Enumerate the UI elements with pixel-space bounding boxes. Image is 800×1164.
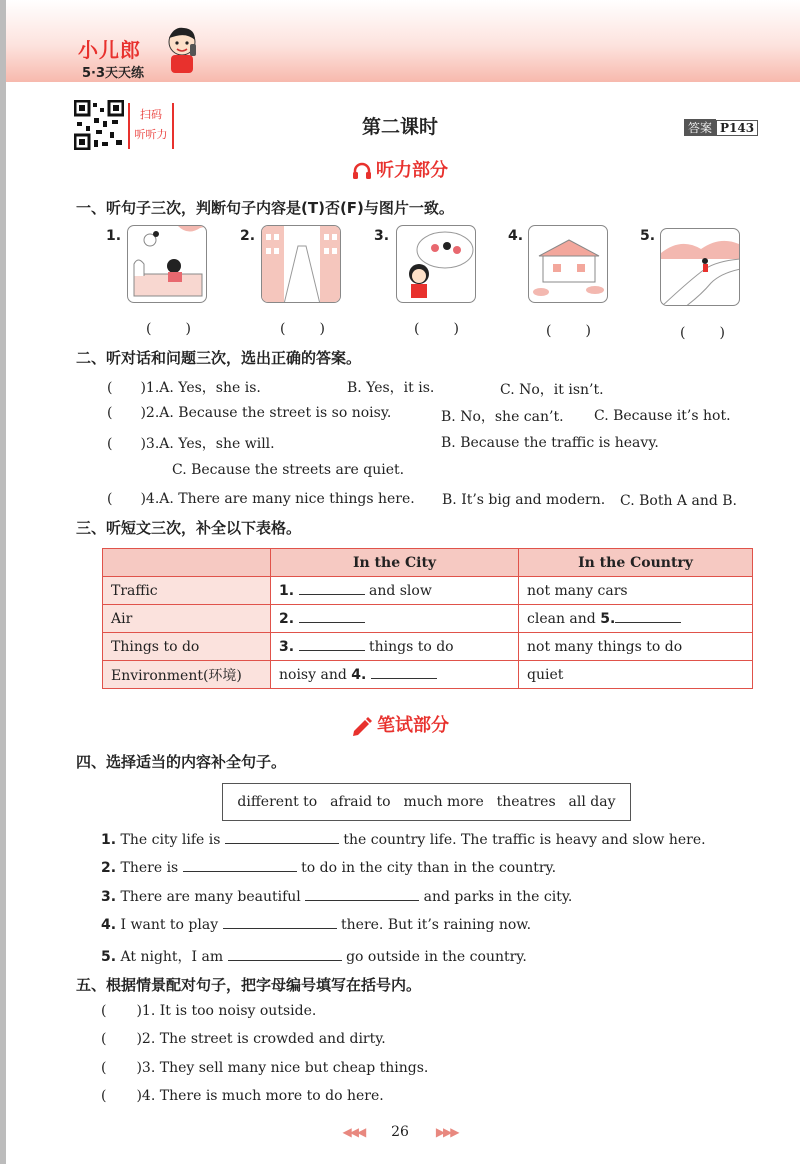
item-number: )3.: [140, 436, 160, 452]
item-number: 1.: [101, 832, 117, 848]
cell-text: clean and: [527, 610, 596, 627]
answer-bracket[interactable]: (: [107, 380, 113, 396]
answer-bracket[interactable]: (: [107, 405, 113, 421]
q1-heading: 一、听句子三次，判断句子内容是(T)否(F)与图片一致。: [76, 199, 454, 217]
mascot-icon: [162, 24, 202, 76]
picture-country-road: [660, 228, 740, 306]
row-label: Things to do: [103, 633, 271, 661]
table-row: [103, 577, 753, 605]
blank-line[interactable]: [299, 594, 365, 595]
answer-bracket[interactable]: ( ): [680, 325, 727, 341]
picture-girl-thinking: [396, 225, 476, 303]
word-option: all day: [568, 794, 616, 810]
q2-item-3: [107, 433, 275, 453]
q2-item-1: [107, 377, 261, 397]
page-title: 第二课时: [361, 116, 438, 138]
blank-line[interactable]: [225, 843, 339, 844]
q2-item-4: [107, 491, 415, 507]
cell-text: things to do: [368, 638, 454, 655]
blank-line[interactable]: [299, 650, 365, 651]
sentence-end: go outside in the country.: [346, 949, 527, 965]
option-a: A. Yes，she will.: [159, 436, 275, 452]
q2-item-2: [107, 405, 391, 421]
table-header-row: [103, 549, 753, 577]
q2-3-option-b: B. Because the traffic is heavy.: [441, 435, 659, 451]
item-number: )1.: [140, 380, 160, 396]
column-city: In the City: [271, 549, 519, 577]
q4-item-5: [101, 946, 527, 966]
q2-1-option-b: B. Yes，it is.: [347, 380, 435, 396]
sentence-start: At night，I am: [120, 949, 224, 965]
city-cell: [271, 661, 519, 689]
left-arrows-icon: ◀◀◀: [342, 1125, 365, 1139]
word-option: afraid to: [330, 794, 391, 810]
country-cell: not many cars: [519, 577, 753, 605]
q4-item-2: [101, 860, 556, 876]
q2-4-option-c: C. Both A and B.: [620, 493, 737, 509]
sentence-start: The city life is: [120, 832, 221, 848]
sentence-start: I want to play: [120, 917, 219, 933]
answer-bracket[interactable]: (: [101, 1060, 107, 1076]
pic-number: 2.: [240, 228, 256, 244]
answer-reference: [684, 119, 758, 136]
q2-2-option-b: B. No，she can’t.: [441, 409, 564, 425]
word-option: theatres: [496, 794, 556, 810]
sentence-end: and parks in the city.: [423, 889, 573, 905]
q5-item-3: [101, 1060, 428, 1076]
blank-line[interactable]: [299, 622, 365, 623]
brand-logo: 小儿郎: [78, 38, 141, 62]
answer-bracket[interactable]: ( ): [146, 321, 193, 337]
q4-item-3: [101, 889, 572, 905]
q5-item-2: [101, 1031, 386, 1047]
blank-number: 1.: [279, 582, 295, 599]
option-a: A. There are many nice things here.: [159, 491, 415, 507]
q2-4-option-b: B. It’s big and modern.: [442, 492, 606, 508]
answer-bracket[interactable]: ( ): [414, 321, 461, 337]
picture-busy-street: [261, 225, 341, 303]
answer-label: 答案: [684, 119, 716, 136]
pencil-icon: [351, 716, 373, 736]
blank-line[interactable]: [223, 928, 337, 929]
blank-number: 4.: [351, 666, 367, 683]
picture-country-house: [528, 225, 608, 303]
sentence-end: the country life. The traffic is heavy and slow here.: [343, 832, 706, 848]
city-country-table: [102, 548, 753, 689]
item-number: )2.: [140, 405, 160, 421]
table-row: [103, 605, 753, 633]
bedroom-illustration: [128, 226, 207, 303]
sentence-end: there. But it’s raining now.: [341, 917, 532, 933]
item-number: )1.: [136, 1003, 156, 1019]
table-row: [103, 661, 753, 689]
scan-line-1: 扫码: [140, 108, 162, 121]
option-a: A. Because the street is so noisy.: [159, 405, 392, 421]
blank-line[interactable]: [371, 678, 437, 679]
row-label: Air: [103, 605, 271, 633]
word-bank: [222, 783, 631, 821]
city-cell: [271, 633, 519, 661]
answer-bracket[interactable]: (: [101, 1088, 107, 1104]
writing-section-banner: [0, 711, 800, 737]
answer-bracket[interactable]: (: [101, 1031, 107, 1047]
picture-girl-bedroom: [127, 225, 207, 303]
row-label: Traffic: [103, 577, 271, 605]
word-option: different to: [237, 794, 318, 810]
scan-line-2: 听听力: [134, 128, 168, 141]
word-option: much more: [403, 794, 484, 810]
writing-banner-text: 笔试部分: [377, 715, 449, 736]
q4-item-1: [101, 832, 706, 848]
blank-number: 2.: [279, 610, 295, 627]
item-number: )4.: [136, 1088, 156, 1104]
brand-subtitle: 5·3天天练: [82, 66, 145, 81]
country-cell: not many things to do: [519, 633, 753, 661]
table-row: [103, 633, 753, 661]
item-number: 4.: [101, 917, 117, 933]
street-illustration: [262, 226, 341, 303]
country-cell: [519, 605, 753, 633]
city-cell: [271, 605, 519, 633]
road-illustration: [661, 229, 740, 306]
answer-bracket[interactable]: ( ): [280, 321, 327, 337]
item-number: 3.: [101, 889, 117, 905]
answer-bracket[interactable]: (: [107, 436, 113, 452]
item-number: 5.: [101, 949, 117, 965]
blank-line[interactable]: [305, 900, 419, 901]
right-arrows-icon: ▶▶▶: [435, 1125, 458, 1139]
item-number: )2.: [136, 1031, 156, 1047]
blank-number: 5.: [600, 610, 616, 627]
answer-bracket[interactable]: (: [107, 491, 113, 507]
page-number: 26: [391, 1124, 409, 1140]
q5-item-4: [101, 1088, 384, 1104]
q2-heading: 二、听对话和问题三次，选出正确的答案。: [76, 349, 362, 367]
q3-heading: 三、听短文三次，补全以下表格。: [76, 519, 302, 537]
sentence: They sell many nice but cheap things.: [159, 1060, 429, 1076]
blank-line[interactable]: [615, 622, 681, 623]
item-number: )3.: [136, 1060, 156, 1076]
sentence: The street is crowded and dirty.: [159, 1031, 386, 1047]
headphones-icon: [352, 162, 372, 180]
answer-bracket[interactable]: ( ): [546, 323, 593, 339]
sentence: There is much more to do here.: [159, 1088, 384, 1104]
listening-banner-text: 听力部分: [376, 160, 448, 181]
sentence-end: to do in the city than in the country.: [301, 860, 557, 876]
item-number: )4.: [140, 491, 160, 507]
answer-page: P143: [716, 120, 758, 136]
blank-number: 3.: [279, 638, 295, 655]
q2-3-option-c: C. Because the streets are quiet.: [172, 462, 405, 478]
q2-2-option-c: C. Because it’s hot.: [594, 408, 731, 424]
q5-heading: 五、根据情景配对句子，把字母编号填写在括号内。: [76, 976, 422, 994]
thinking-illustration: [397, 226, 476, 303]
listening-section-banner: [0, 156, 800, 182]
q4-heading: 四、选择适当的内容补全句子。: [76, 753, 287, 771]
column-country: In the Country: [519, 549, 753, 577]
city-cell: [271, 577, 519, 605]
pic-number: 1.: [106, 228, 122, 244]
cell-text: and slow: [368, 582, 432, 599]
sentence-start: There is: [120, 860, 179, 876]
sentence-start: There are many beautiful: [120, 889, 301, 905]
pic-number: 3.: [374, 228, 390, 244]
blank-line[interactable]: [228, 960, 342, 961]
q5-item-1: [101, 1003, 316, 1019]
row-label: Environment(环境): [103, 661, 271, 689]
sentence: It is too noisy outside.: [159, 1003, 317, 1019]
answer-bracket[interactable]: (: [101, 1003, 107, 1019]
q2-1-option-c: C. No，it isn’t.: [500, 382, 604, 398]
country-cell: quiet: [519, 661, 753, 689]
item-number: 2.: [101, 860, 117, 876]
pic-number: 4.: [508, 228, 524, 244]
cell-text: noisy and: [279, 666, 347, 683]
pic-number: 5.: [640, 228, 656, 244]
option-a: A. Yes，she is.: [159, 380, 261, 396]
q4-item-4: [101, 917, 531, 933]
house-illustration: [529, 226, 608, 303]
page-footer: [0, 1124, 800, 1140]
blank-line[interactable]: [183, 871, 297, 872]
table-corner-cell: [103, 549, 271, 577]
